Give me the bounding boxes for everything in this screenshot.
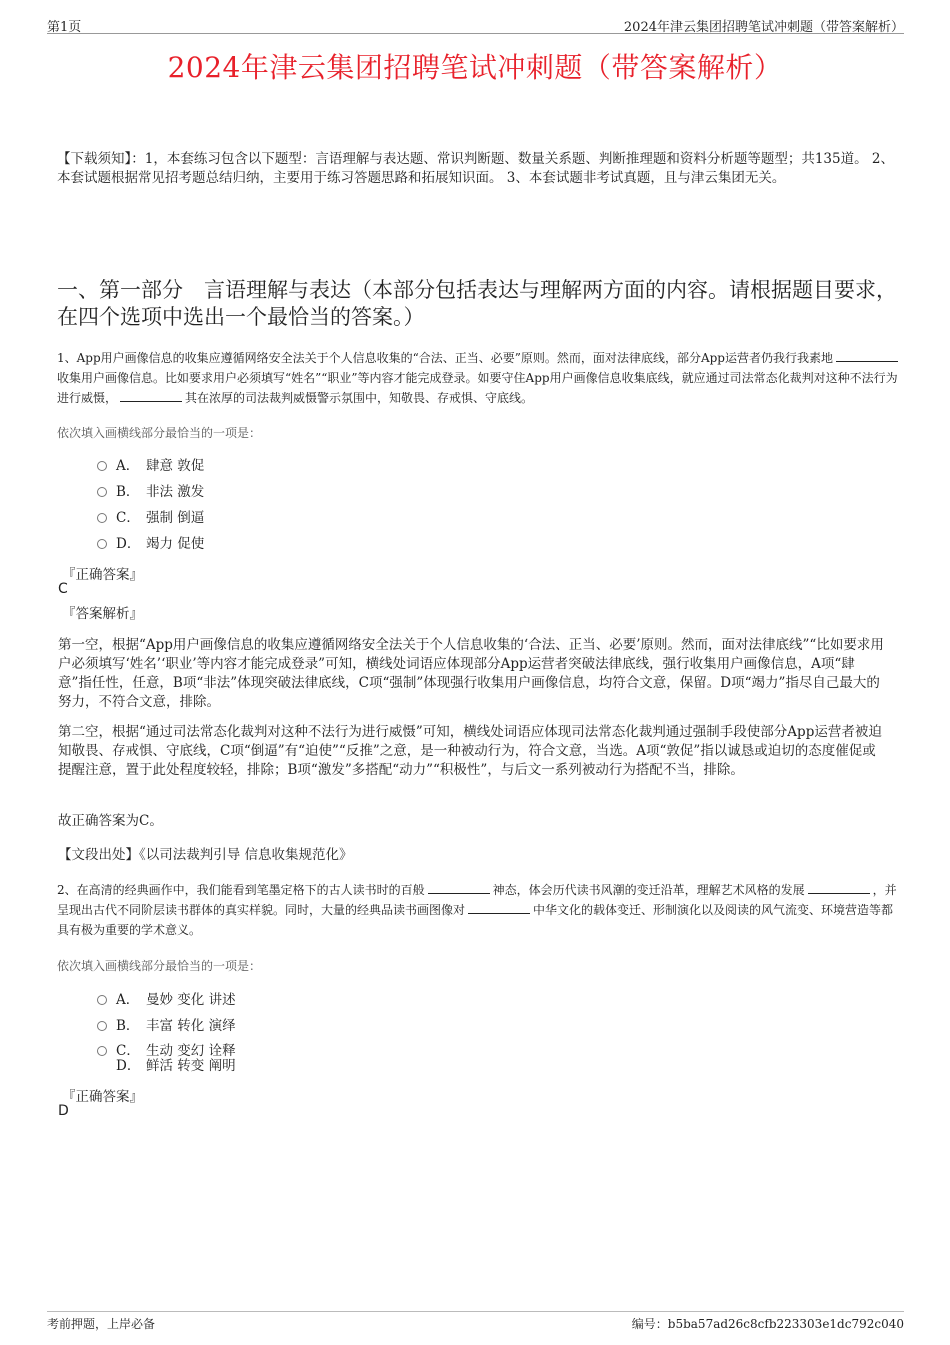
q2-text-part4: 中华文化的载体变迁、形制演化以及阅读的风气流变、环境营造等都具有极为重要的学术意义。 — [57, 903, 894, 937]
q2-blank-3 — [468, 901, 530, 914]
q2-option-a[interactable]: A． 曼妙 变化 讲述 — [97, 991, 236, 1009]
header-divider — [47, 33, 904, 34]
q1-option-b[interactable]: B． 非法 激发 — [97, 483, 204, 501]
section-heading: 一、第一部分 言语理解与表达（本部分包括表达与理解两方面的内容。请根据题目要求，在四个选项中选出一个最恰当的答案。） — [57, 278, 897, 329]
footer-divider — [47, 1311, 904, 1312]
q1-option-d[interactable]: D． 竭力 促使 — [97, 535, 204, 553]
q1-prompt: 依次填入画横线部分最恰当的一项是： — [57, 426, 262, 440]
q2-text-part1: 2、在高清的经典画作中，我们能看到笔墨定格下的古人读书时的百般 — [57, 883, 425, 897]
q1-answer-label: 『正确答案』 — [62, 567, 143, 583]
q2-blank-1 — [428, 881, 490, 894]
radio-icon[interactable] — [97, 1021, 107, 1031]
radio-icon[interactable] — [97, 1046, 107, 1056]
footer-doc-id: 编号：b5ba57ad26c8cfb223303e1dc792c040 — [631, 1317, 904, 1331]
q1-text-part1: 1、App用户画像信息的收集应遵循网络安全法关于个人信息收集的“合法、正当、必要”原则。然而，面对法律底线，部分App运营者仍我行我素地 — [57, 351, 833, 365]
q2-text-part3: ，并呈现出古代不同阶层读书群体的真实样貌。同时，大量的经典品读书画图像对 — [57, 883, 897, 917]
radio-icon[interactable] — [97, 995, 107, 1005]
q1-analysis-label: 『答案解析』 — [62, 606, 143, 622]
q1-blank-2 — [120, 389, 182, 402]
header-doc-title: 2024年津云集团招聘笔试冲刺题（带答案解析） — [623, 20, 904, 35]
q1-analysis-1: 第一空，根据“App用户画像信息的收集应遵循网络安全法关于个人信息收集的‘合法、正当、必要’原则。然而，面对法律底线”“比如要求用户必须填写‘姓名’‘职业’等内容才能完成登录”可知，横线处词语应体现部分App运营者突破法律底线，强行收集用户画像信息，A项“肆意”指任性，任意，B项“非法”体现突破法律底线，C项“强制”体现强行收集用户画像信息，均符合文意，保留。D项“竭力”指尽自己最大的努力，不符合文意，排除。 — [58, 637, 884, 710]
q1-analysis-2: 第二空，根据“通过司法常态化裁判对这种不法行为进行威慑”可知，横线处词语应体现司法常态化裁判通过强制手段使部分App运营者被迫知敬畏、存戒惧、守底线，C项“倒逼”有“迫使”“反推”之意，是一种被动行为，符合文意，当选。A项“敦促”指以诚恳或迫切的态度催促或提醒注意，置于此处程度较轻，排除；B项“激发”多搭配“动力”“积极性”，与后文一系列被动行为搭配不当，排除。 — [58, 724, 882, 778]
q1-text-part3: 其在浓厚的司法裁判威慑警示氛围中，知敬畏、存戒惧、守底线。 — [185, 391, 534, 405]
q2-option-d[interactable]: D． 鲜活 转变 阐明 — [116, 1058, 236, 1074]
q1-conclusion: 故正确答案为C。 — [58, 813, 163, 829]
q1-option-c[interactable]: C． 强制 倒逼 — [97, 509, 204, 527]
page-title: 2024年津云集团招聘笔试冲刺题（带答案解析） — [167, 51, 783, 84]
radio-icon[interactable] — [97, 513, 107, 523]
q1-source: 【文段出处】《以司法裁判引导 信息收集规范化》 — [58, 847, 353, 863]
q2-text-part2: 神态，体会历代读书风潮的变迁沿革，理解艺术风格的发展 — [492, 883, 805, 897]
page-number: 第1页 — [47, 20, 82, 35]
radio-icon[interactable] — [97, 539, 107, 549]
q1-blank-1 — [836, 349, 898, 362]
q2-prompt: 依次填入画横线部分最恰当的一项是： — [57, 959, 262, 973]
q2-blank-2 — [808, 881, 870, 894]
q2-option-b[interactable]: B． 丰富 转化 演绎 — [97, 1017, 236, 1035]
radio-icon[interactable] — [97, 461, 107, 471]
q1-option-a[interactable]: A． 肆意 敦促 — [97, 457, 204, 475]
q2-option-c[interactable]: C． 生动 变幻 诠释 — [97, 1042, 236, 1060]
q2-answer-label: 『正确答案』 — [62, 1089, 143, 1105]
radio-icon[interactable] — [97, 487, 107, 497]
q1-text-part2: 收集用户画像信息。比如要求用户必须填写“姓名”“职业”等内容才能完成登录。如要守住App用户画像信息收集底线，就应通过司法常态化裁判对这种不法行为进行威慑， — [57, 371, 898, 405]
download-notice: 【下载须知】：1，本套练习包含以下题型：言语理解与表达题、常识判断题、数量关系题、判断推理题和资料分析题等题型；共135道。 2、本套试题根据常见招考题总结归纳，主要用于练习答题思路和拓展知识面。 3、本套试题非考试真题，且与津云集团无关。 — [57, 151, 894, 186]
question-2-stem — [57, 880, 902, 940]
q1-answer: C — [58, 581, 68, 597]
q2-answer: D — [58, 1103, 69, 1119]
question-1-stem — [57, 348, 902, 408]
footer-slogan: 考前押题，上岸必备 — [47, 1317, 156, 1331]
